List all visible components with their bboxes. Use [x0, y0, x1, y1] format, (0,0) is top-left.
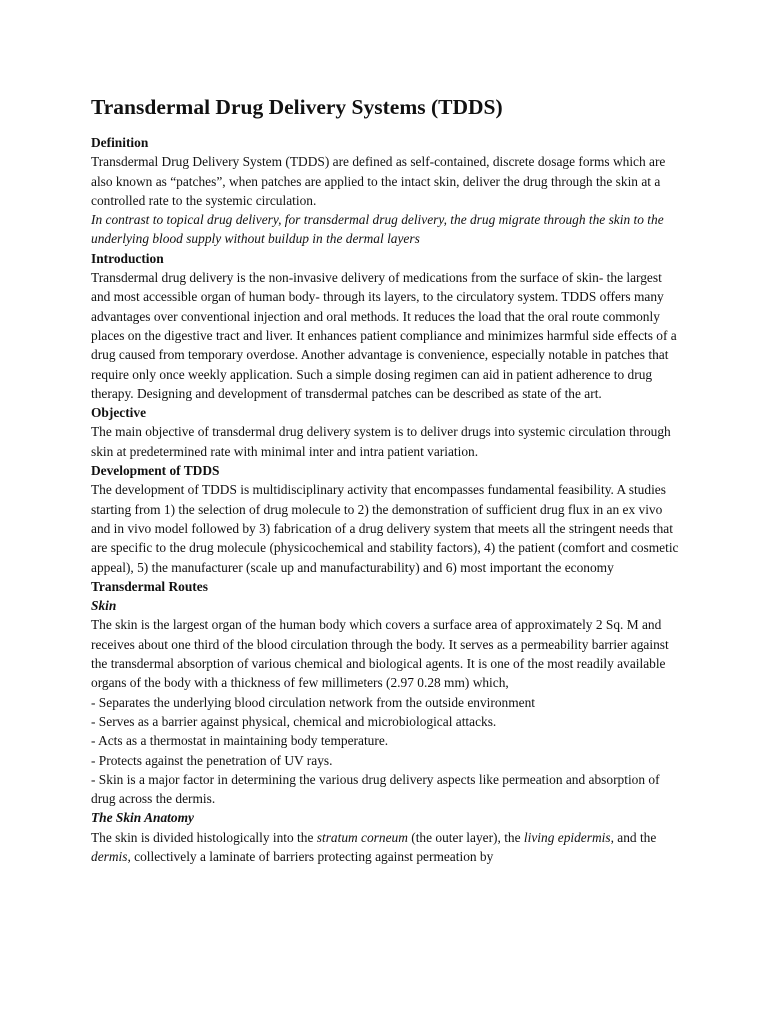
- list-item: - Separates the underlying blood circulation network from the outside environment: [91, 694, 536, 710]
- anatomy-term-stratum-corneum: stratum corneum: [316, 829, 408, 845]
- skin-paragraph: The skin is the largest organ of the human body which covers a surface area of approximately 2 Sq. M and receives about one third of the blood circulation through the body. It serves as a permeability barrier against the transdermal absorption of various chemical and biological agents. It is one of the most readily available organs of the body with a thickness of few millimeters (2.97 0.28 mm) which,: [91, 617, 669, 691]
- list-item: - Protects against the penetration of UV rays.: [91, 752, 333, 768]
- introduction-heading: Introduction: [91, 250, 164, 266]
- definition-note: In contrast to topical drug delivery, for transdermal drug delivery, the drug migrate through the skin to the underlying blood supply without buildup in the dermal layers: [91, 212, 664, 247]
- introduction-paragraph: Transdermal drug delivery is the non-invasive delivery of medications from the surface of skin- the largest and most accessible organ of human body- through its layers, to the circulatory system. TDDS offers many advantages over conventional injection and oral methods. It reduces the load that the oral route commonly places on the digestive tract and liver. It enhances patient compliance and minimizes harmful side effects of a drug caused from temporary overdose. Another advantage is convenience, especially notable in patches that require only once weekly application. Such a simple dosing regimen can aid in patient adherence to drug therapy. Designing and development of transdermal patches can be described as state of the art.: [91, 270, 677, 401]
- anatomy-text: (the outer layer), the: [407, 829, 524, 845]
- anatomy-term-living-epidermis: living epidermis: [523, 829, 611, 845]
- anatomy-text: The skin is divided histologically into the: [91, 829, 317, 845]
- list-item: - Acts as a thermostat in maintaining body temperature.: [91, 733, 389, 749]
- skin-heading: Skin: [91, 598, 117, 614]
- list-item: - Skin is a major factor in determining the various drug delivery aspects like permeation and absorption of drug across the dermis.: [91, 771, 660, 807]
- routes-heading: Transdermal Routes: [91, 578, 208, 594]
- document-page: [91, 94, 681, 866]
- anatomy-text: , collectively a laminate of barriers protecting against permeation by: [127, 848, 494, 864]
- anatomy-text: , and the: [610, 829, 657, 845]
- anatomy-term-dermis: dermis: [91, 848, 128, 864]
- skin-anatomy-paragraph: [91, 828, 681, 867]
- skin-functions-list: [91, 693, 681, 809]
- development-paragraph: The development of TDDS is multidisciplinary activity that encompasses fundamental feasibility. A studies starting from 1) the selection of drug molecule to 2) the demonstration of sufficient drug flux in an ex vivo and in vivo model followed by 3) fabrication of a drug delivery system that meets all the stringent needs that are specific to the drug molecule (physicochemical and stability factors), 4) the patient (comfort and cosmetic appeal), 5) the manufacturer (scale up and manufacturability) and 6) most important the economy: [91, 482, 679, 575]
- objective-heading: Objective: [91, 405, 147, 421]
- definition-paragraph: Transdermal Drug Delivery System (TDDS) are defined as self-contained, discrete dosage forms which are also known as “patches”, when patches are applied to the intact skin, deliver the drug through the skin at a controlled rate to the systemic circulation.: [91, 154, 666, 208]
- development-heading: Development of TDDS: [91, 463, 220, 479]
- list-item: - Serves as a barrier against physical, chemical and microbiological attacks.: [91, 713, 497, 729]
- document-title: Transdermal Drug Delivery Systems (TDDS): [91, 95, 503, 119]
- definition-heading: Definition: [91, 135, 149, 150]
- objective-paragraph: The main objective of transdermal drug delivery system is to deliver drugs into systemic circulation through skin at predetermined rate with minimal inter and intra patient variation.: [91, 424, 671, 459]
- skin-anatomy-heading: The Skin Anatomy: [91, 810, 194, 826]
